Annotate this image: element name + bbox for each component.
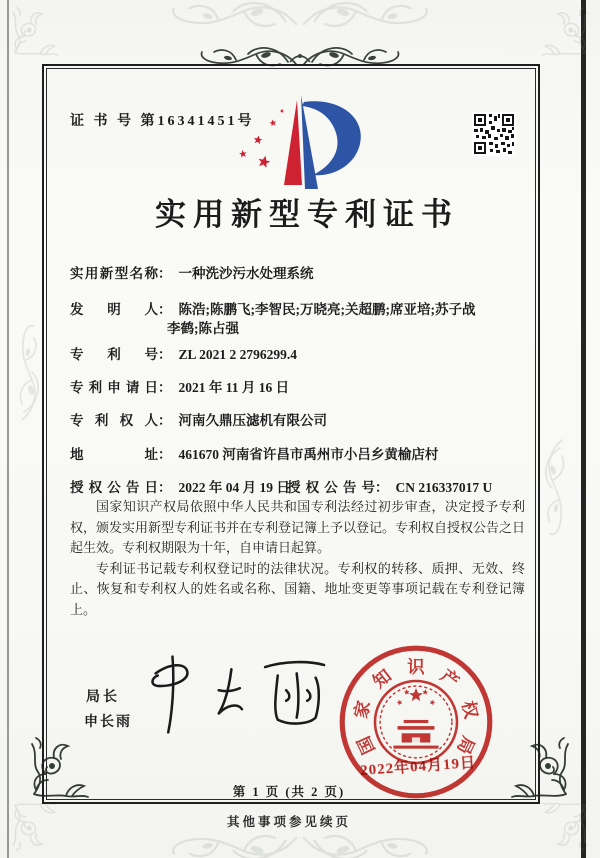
colon: ： [375, 480, 389, 495]
legal-paragraph-2: 专利证书记载专利权登记时的法律状况。专利权的转移、质押、无效、终止、恢复和专利权人的姓名或名称、国籍、地址变更等事项记载在专利登记簿上。 [70, 560, 525, 617]
field-label-patentee: 专利权人 [70, 413, 158, 428]
colon: ： [158, 347, 172, 362]
director-signature-handwriting [143, 650, 343, 740]
svg-text:国: 国 [353, 733, 379, 758]
director-name: 申长雨 [84, 715, 132, 730]
field-value-inventors-line2: 李鹤;陈占强 [167, 321, 239, 336]
seal-date-stamp: 2022年04月19日 [359, 754, 477, 780]
field-value-patent-no: ZL 2021 2 2796299.4 [178, 347, 298, 362]
colon: ： [158, 266, 172, 281]
field-label-filing-date: 专利申请日 [70, 380, 158, 395]
field-label-grant-date: 授权公告日 [70, 480, 158, 495]
field-value-grant-number: CN 216337017 U [395, 480, 493, 495]
field-row-address [70, 443, 438, 463]
svg-text:识: 识 [407, 656, 425, 677]
field-label-address: 地址 [70, 447, 158, 462]
field-label-patent-no: 专利号 [70, 347, 158, 362]
svg-text:知: 知 [369, 665, 396, 692]
cnipa-logo-icon [226, 92, 376, 192]
director-title: 局长 [86, 690, 120, 705]
page-number: 第 1 页 (共 2 页) [232, 785, 346, 799]
field-row-filing-date [70, 376, 289, 396]
svg-text:权: 权 [458, 698, 482, 721]
certificate-title: 实用新型专利证书 [155, 197, 459, 232]
scan-edge-left [7, 0, 9, 858]
logo-red-wedge [284, 100, 302, 185]
svg-text:家: 家 [350, 698, 374, 721]
field-value-filing-date: 2021 年 11 月 16 日 [178, 380, 290, 395]
legal-text [70, 497, 525, 620]
field-label-name: 实用新型名称 [70, 266, 158, 281]
field-value-address: 461670 河南省许昌市禹州市小吕乡黄榆店村 [178, 447, 439, 462]
colon: ： [158, 380, 172, 395]
field-value-name: 一种洗沙污水处理系统 [178, 266, 314, 281]
legal-paragraph-1: 国家知识产权局依照中华人民共和国专利法经过初步审查，决定授予专利权，颁发实用新型专利证书并在专利登记簿上予以登记。专利权自授权公告之日起生效。专利权期限为十年，自申请日起算。 [70, 499, 526, 555]
colon: ： [158, 413, 172, 428]
certificate-number: 证 书 号 第16341451号 [70, 114, 255, 129]
field-row-inventors [70, 298, 475, 318]
field-label-grant-number: 授权公告号 [287, 480, 375, 495]
qr-code-icon [472, 112, 516, 156]
top-center-flourish [201, 48, 398, 66]
colon: ： [158, 480, 172, 495]
field-row-name [70, 262, 314, 282]
field-value-patentee: 河南久鼎压滤机有限公司 [178, 413, 327, 428]
field-label-inventors: 发明人 [70, 302, 158, 317]
continuation-note: 其他事项参见续页 [226, 815, 351, 829]
field-value-grant-date: 2022 年 04 月 19 日 [178, 480, 290, 495]
field-value-inventors: 陈浩;陈鹏飞;李智民;万晓亮;关超鹏;席亚培;苏子战 [178, 302, 476, 317]
logo-stars [239, 108, 285, 168]
seal-emblem [393, 688, 438, 748]
field-row-grant-date [70, 476, 290, 496]
colon: ： [158, 302, 172, 317]
field-row-patentee [70, 409, 327, 429]
svg-text:局: 局 [453, 733, 479, 758]
svg-text:产: 产 [436, 665, 463, 692]
scan-edge-right [581, 0, 586, 858]
field-row-grant-number [287, 476, 492, 496]
colon: ： [158, 447, 172, 462]
field-row-patent-no [70, 343, 297, 363]
